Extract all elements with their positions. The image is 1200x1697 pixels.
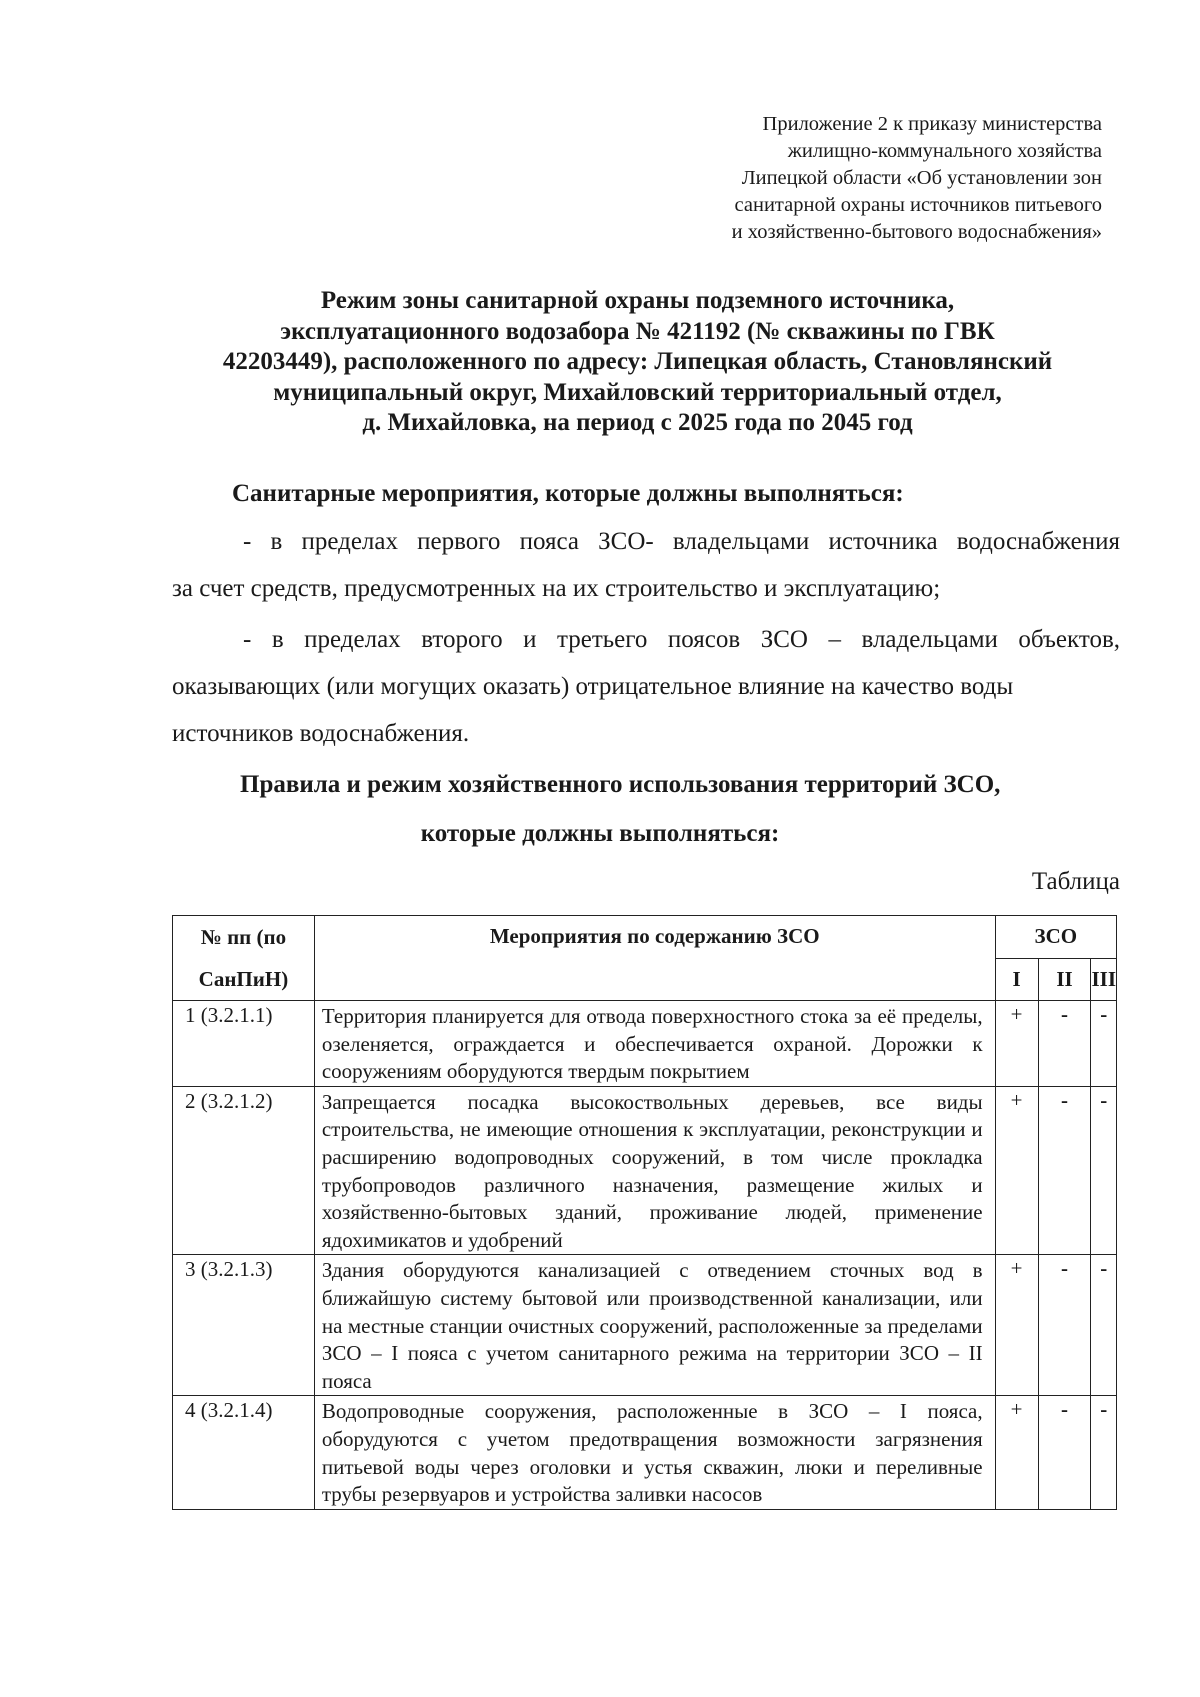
rules-heading-line1: Правила и режим хозяйственного использования территорий ЗСО, bbox=[240, 771, 1001, 798]
row-mark-belt-2: - bbox=[1038, 1255, 1091, 1396]
header-belt-3: III bbox=[1091, 958, 1117, 1001]
appendix-note-line: и хозяйственно-бытового водоснабжения» bbox=[731, 221, 1102, 243]
table-row bbox=[173, 1396, 1117, 1509]
rules-heading-line2: которые должны выполняться: bbox=[420, 820, 780, 847]
paragraph-first-belt bbox=[172, 518, 1120, 612]
header-belt-2: II bbox=[1038, 958, 1091, 1001]
row-mark-belt-2: - bbox=[1038, 1396, 1091, 1509]
row-mark-belt-2: - bbox=[1038, 1001, 1091, 1087]
row-mark-belt-1: + bbox=[995, 1396, 1038, 1509]
header-zso: ЗСО bbox=[995, 916, 1116, 959]
table-caption: Таблица bbox=[1031, 868, 1120, 895]
header-number-line2: СанПиН) bbox=[198, 967, 289, 991]
appendix-note bbox=[632, 111, 1102, 246]
row-number: 3 (3.2.1.3) bbox=[173, 1255, 315, 1396]
paragraph-second-third-belts bbox=[172, 616, 1120, 757]
paragraph-continuation: оказывающих (или могущих оказать) отрицательное влияние на качество воды источников водоснабжения. bbox=[172, 673, 1014, 747]
paragraph-first-line: - в пределах первого пояса ЗСО- владельцами источника водоснабжения bbox=[243, 528, 1120, 555]
document-title bbox=[150, 286, 1125, 439]
sanitary-measures-heading: Санитарные мероприятия, которые должны выполняться: bbox=[232, 480, 904, 507]
row-text: Территория планируется для отвода поверхностного стока за её пределы, озеленяется, ограждается и обеспечивается охраной. Дорожки к сооружениям оборудуются твердым покрытием bbox=[314, 1001, 995, 1087]
title-line: муниципальный округ, Михайловский территориальный отдел, bbox=[273, 378, 1002, 406]
header-number-line1: № пп (по bbox=[200, 925, 287, 949]
title-line: 42203449), расположенного по адресу: Липецкая область, Становлянский bbox=[222, 348, 1053, 375]
table-header-row bbox=[173, 916, 1117, 959]
appendix-note-line: жилищно-коммунального хозяйства bbox=[787, 140, 1102, 162]
title-line: эксплуатационного водозабора № 421192 (№ скважины по ГВК bbox=[280, 317, 995, 345]
header-number bbox=[173, 916, 315, 1001]
paragraph-continuation: за счет средств, предусмотренных на их строительство и эксплуатацию; bbox=[172, 575, 941, 602]
row-mark-belt-1: + bbox=[995, 1255, 1038, 1396]
header-measures: Мероприятия по содержанию ЗСО bbox=[314, 916, 995, 1001]
row-mark-belt-3: - bbox=[1091, 1396, 1117, 1509]
title-line: д. Михайловка, на период с 2025 года по 2045 год bbox=[362, 409, 913, 436]
table-row bbox=[173, 1001, 1117, 1087]
row-mark-belt-3: - bbox=[1091, 1001, 1117, 1087]
row-text: Водопроводные сооружения, расположенные в ЗСО – I пояса, оборудуются с учетом предотвращения возможности загрязнения питьевой воды через оголовки и устья скважин, люки и переливные трубы резервуаров и устройства заливки насосов bbox=[314, 1396, 995, 1509]
paragraph-first-line: - в пределах второго и третьего поясов ЗСО – владельцами объектов, bbox=[243, 626, 1120, 653]
header-belt-1: I bbox=[995, 958, 1038, 1001]
row-mark-belt-2: - bbox=[1038, 1086, 1091, 1255]
row-mark-belt-3: - bbox=[1091, 1255, 1117, 1396]
table-row bbox=[173, 1255, 1117, 1396]
row-mark-belt-1: + bbox=[995, 1086, 1038, 1255]
row-number: 1 (3.2.1.1) bbox=[173, 1001, 315, 1087]
row-number: 4 (3.2.1.4) bbox=[173, 1396, 315, 1509]
row-text: Запрещается посадка высокоствольных деревьев, все виды строительства, не имеющие отношения к эксплуатации, реконструкции и расширению водопроводных сооружений, в том числе прокладка трубопроводов различного назначения, размещение жилых и хозяйственно-бытовых зданий, проживание людей, применение ядохимикатов и удобрений bbox=[314, 1086, 995, 1255]
appendix-note-line: Липецкой области «Об установлении зон bbox=[741, 167, 1102, 189]
appendix-note-line: Приложение 2 к приказу министерства bbox=[762, 113, 1102, 135]
row-text: Здания оборудуются канализацией с отведением сточных вод в ближайшую систему бытовой или производственной канализации, или на местные станции очистных сооружений, расположенные за пределами ЗСО – I пояса с учетом санитарного режима на территории ЗСО – II пояса bbox=[314, 1255, 995, 1396]
row-mark-belt-3: - bbox=[1091, 1086, 1117, 1255]
row-number: 2 (3.2.1.2) bbox=[173, 1086, 315, 1255]
title-line: Режим зоны санитарной охраны подземного источника, bbox=[320, 287, 955, 314]
appendix-note-line: санитарной охраны источников питьевого bbox=[734, 194, 1102, 216]
row-mark-belt-1: + bbox=[995, 1001, 1038, 1087]
zso-measures-table bbox=[172, 915, 1117, 1510]
table-row bbox=[173, 1086, 1117, 1255]
